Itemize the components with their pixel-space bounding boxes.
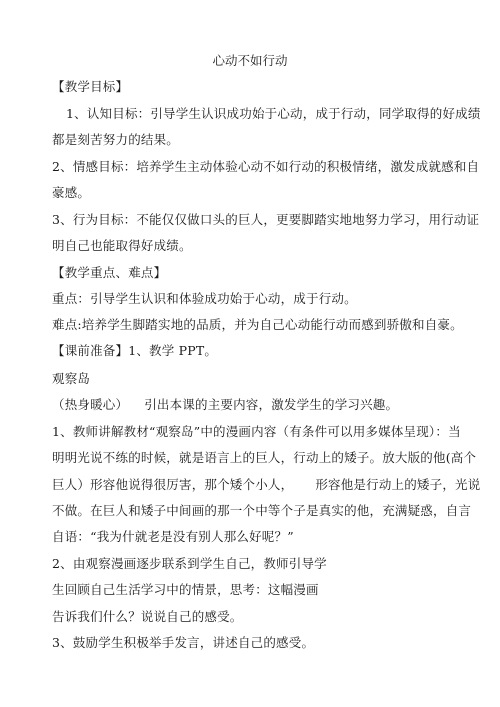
step-1-line-3-part-1: 巨人）形容他说得很厉害，那个矮个小人， [52,477,294,492]
step-2-line-3: 告诉我们什么？说说自己的感受。 [52,609,243,624]
section-heading-preparation: 【课前准备】1、教学 PPT。 [52,343,218,358]
objective-2-line-1: 2、情感目标：培养学生主动体验心动不如行动的积极情绪，激发成就感和自 [52,159,480,174]
step-1-line-4: 不做。在巨人和矮子中间画的那一个中等个子是真实的他，充满疑惑，自言 [52,503,472,518]
document-title: 心动不如行动 [212,53,288,68]
warmup-description: 引出本课的主要内容，激发学生的学习兴趣。 [144,397,399,412]
key-point-line: 重点：引导学生认识和体验成功始于心动，成于行动。 [52,291,357,306]
step-1-line-1: 1、教师讲解教材“观察岛”中的漫画内容（有条件可以用多媒体呈现）：当 [52,424,461,439]
step-1-line-2: 明明光说不练的时候，就是语言上的巨人，行动上的矮子。放大版的他(高个 [52,450,477,465]
objective-1-line-1: 1、认知目标：引导学生认识成功始于心动，成于行动，同学取得的好成绩 [66,106,481,121]
objective-3-line-2: 明自己也能取得好成绩。 [52,238,192,253]
step-1-line-3-part-2: 形容他是行动上的矮子，光说 [315,477,481,492]
section-heading-objectives: 【教学目标】 [52,79,129,94]
warmup-label: （热身暖心） [52,397,129,412]
activity-title: 观察岛 [52,371,91,386]
step-2-line-1: 2、由观察漫画逐步联系到学生自己，教师引导学 [52,556,327,571]
step-2-line-2: 生回顾自己生活学习中的情景，思考：这幅漫画 [52,582,319,597]
difficulty-line: 难点:培养学生脚踏实地的品质，并为自己心动能行动而感到骄傲和自豪。 [52,317,463,332]
step-3-line: 3、鼓励学生积极举手发言，讲述自己的感受。 [52,635,315,650]
warmup-line [52,397,398,413]
objective-1-line-2: 都是刻苦努力的结果。 [52,132,180,147]
section-heading-key-points: 【教学重点、难点】 [52,265,167,280]
step-1-line-3 [52,477,480,493]
objective-2-line-2: 豪感。 [52,185,91,200]
step-1-line-5: 自语：“我为什就老是没有别人那么好呢？” [52,529,294,544]
objective-3-line-1: 3、行为目标：不能仅仅做口头的巨人，更要脚踏实地地努力学习，用行动证 [52,212,480,227]
